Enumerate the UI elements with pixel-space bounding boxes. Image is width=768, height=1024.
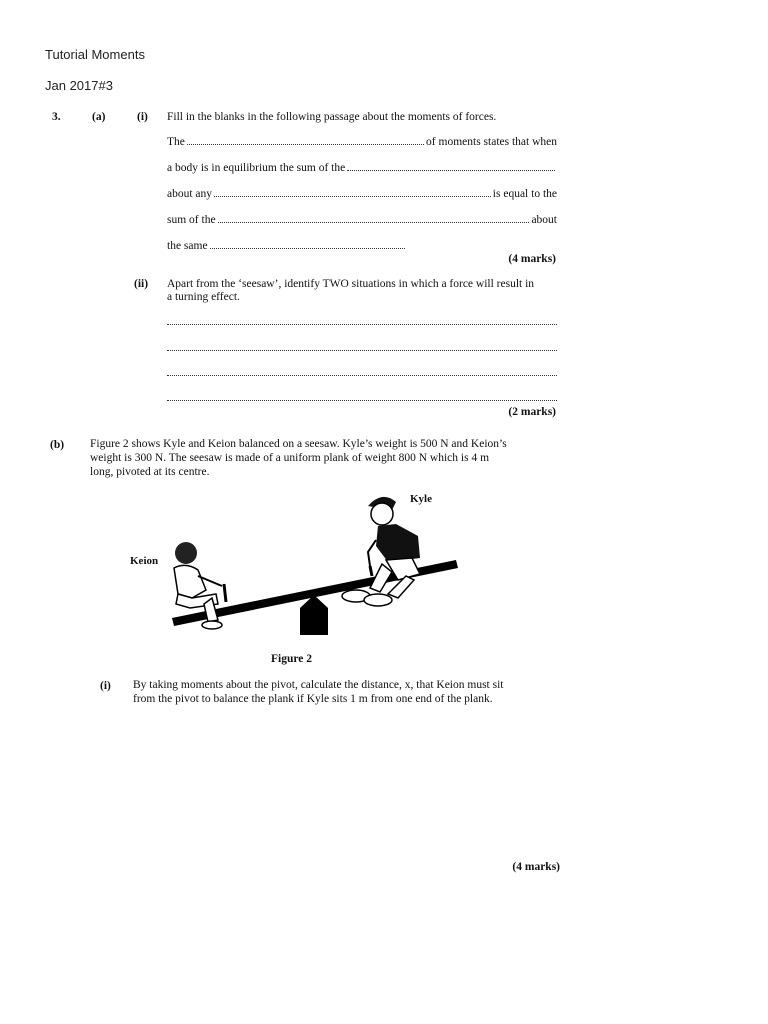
passage-text: The: [167, 136, 185, 148]
answer-line[interactable]: [167, 374, 557, 376]
passage-text: is equal to the: [492, 188, 557, 200]
seesaw-figure: [120, 480, 480, 650]
part-a-ii-label: (ii): [134, 278, 149, 290]
blank-field[interactable]: [210, 239, 405, 249]
part-a-label: (a): [92, 111, 106, 123]
page-subtitle: Jan 2017#3: [45, 78, 113, 93]
passage-text: of moments states that when: [426, 136, 557, 148]
part-b-label: (b): [50, 439, 65, 451]
passage-text: sum of the: [167, 214, 216, 226]
answer-space[interactable]: [133, 715, 553, 850]
label-keion: Keion: [130, 555, 159, 567]
answer-line[interactable]: [167, 349, 557, 351]
page-title: Tutorial Moments: [45, 47, 145, 62]
passage-line-5: [167, 239, 407, 253]
blank-field[interactable]: [218, 213, 530, 223]
seesaw-pivot: [300, 595, 328, 635]
part-a-i-instruction: Fill in the blanks in the following passage about the moments of forces.: [167, 111, 497, 123]
part-b-line-1: Figure 2 shows Kyle and Keion balanced on a seesaw. Kyle’s weight is 500 N and Keion’s: [90, 438, 507, 450]
passage-text: a body is in equilibrium the sum of the: [167, 162, 346, 174]
passage-line-2: [167, 161, 557, 175]
blank-field[interactable]: [214, 187, 491, 197]
passage-text: about: [531, 214, 557, 226]
passage-line-4: [167, 213, 557, 227]
answer-line[interactable]: [167, 399, 557, 401]
marks-a-i: (4 marks): [508, 253, 556, 265]
part-b-i-line-2: from the pivot to balance the plank if Kyle sits 1 m from one end of the plank.: [133, 693, 493, 705]
part-a-i-label: (i): [137, 111, 148, 123]
part-a-ii-line-2: a turning effect.: [167, 291, 240, 303]
marks-b-i: (4 marks): [512, 861, 560, 873]
part-b-line-3: long, pivoted at its centre.: [90, 466, 210, 478]
passage-line-1: [167, 135, 557, 149]
label-kyle: Kyle: [410, 493, 432, 505]
passage-line-3: [167, 187, 557, 201]
part-b-line-2: weight is 300 N. The seesaw is made of a uniform plank of weight 800 N which is 4 m: [90, 452, 490, 464]
marks-a-ii: (2 marks): [508, 406, 556, 418]
blank-field[interactable]: [187, 135, 424, 145]
part-b-i-line-1: By taking moments about the pivot, calculate the distance, x, that Keion must sit: [133, 679, 504, 691]
passage-text: the same: [167, 240, 208, 252]
part-a-ii-line-1: Apart from the ‘seesaw’, identify TWO situations in which a force will result in: [167, 278, 535, 290]
part-b-i-label: (i): [100, 680, 111, 692]
blank-field[interactable]: [347, 161, 555, 171]
answer-line[interactable]: [167, 323, 557, 325]
figure-caption: Figure 2: [271, 653, 312, 665]
kyle-figure: [342, 497, 420, 606]
passage-text: about any: [167, 188, 213, 200]
question-number: 3.: [52, 111, 61, 123]
